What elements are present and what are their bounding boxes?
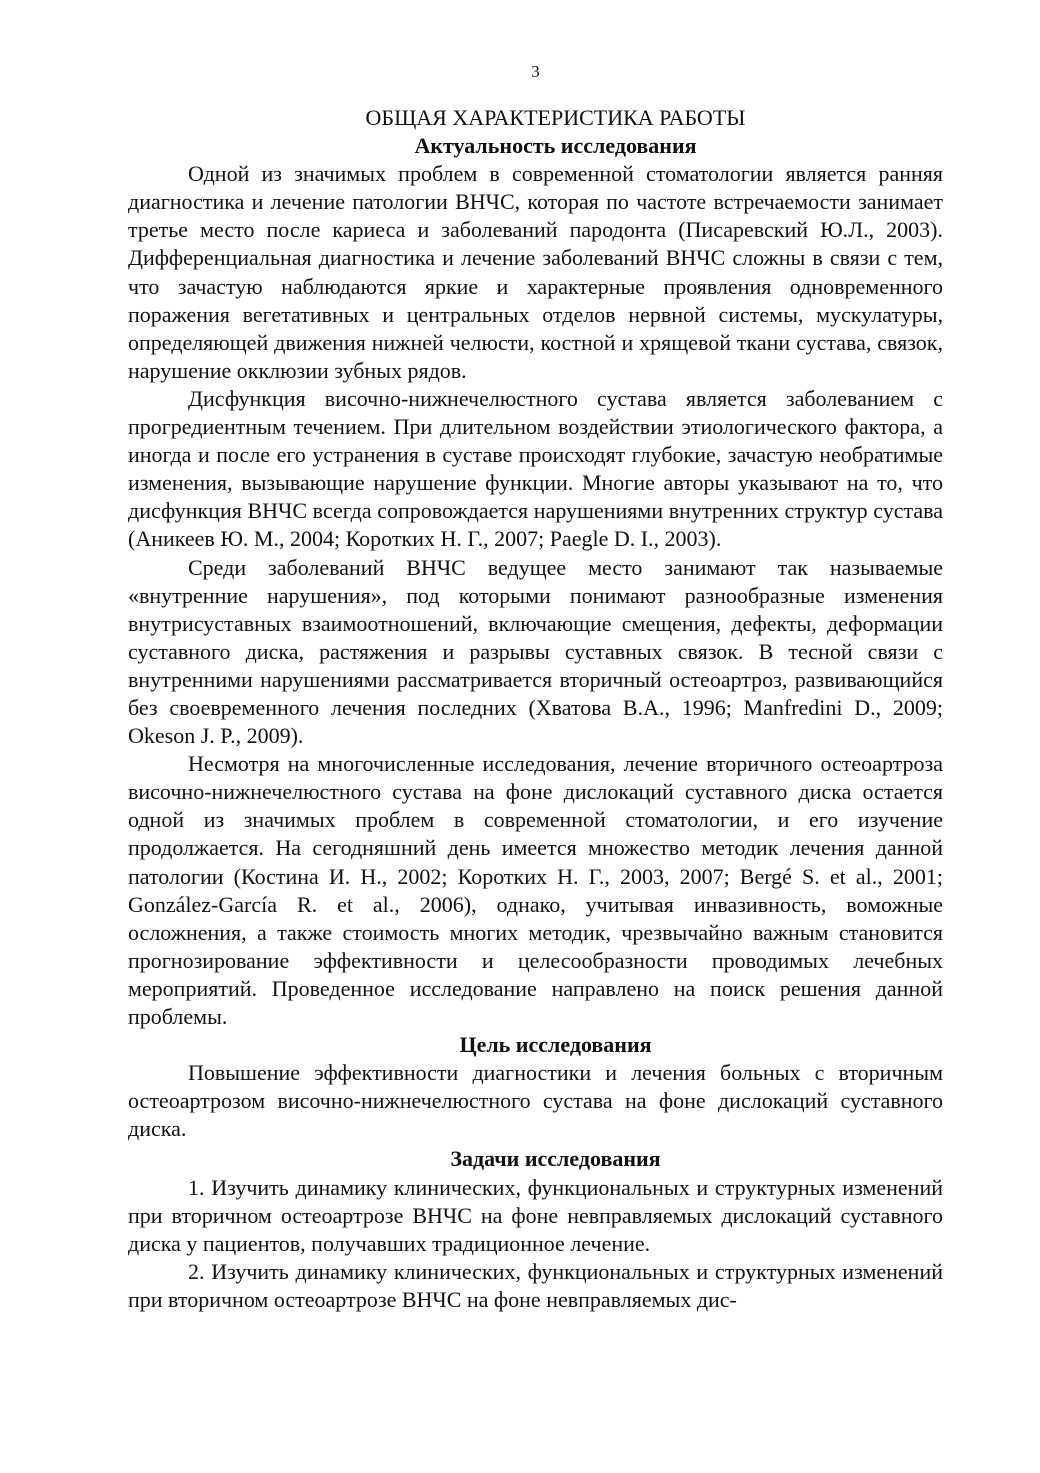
tasks-heading: Задачи исследования: [450, 1146, 661, 1172]
relevance-paragraph-2: Дисфункция височно-нижнечелюстного сустава является заболеванием с прогредиентным течением. При длительном воздействии этиологического фактора, а иногда и после его устранения в суставе происходят глубокие, зачастую необратимые изменения, вызывающие нарушение функции. Многие авторы указывают на то, что дисфункция ВНЧС всегда сопровождается нарушениями внутренних структур сустава (Аникеев Ю. М., 2004; Коротких Н. Г., 2007; Paegle D. I., 2003).: [128, 385, 943, 552]
relevance-paragraph-3: Среди заболеваний ВНЧС ведущее место занимают так называемые «внутренние нарушения», под которыми понимают разнообразные изменения внутрисуставных взаимоотношений, включающие смещения, дефекты, деформации суставного диска, растяжения и разрывы суставных связок. В тесной связи с внутренними нарушениями рассматривается вторичный остеоартроз, развивающийся без своевременного лечения последних (Хватова В.А., 1996; Manfredini D., 2009; Okeson J. P., 2009).: [128, 554, 943, 749]
document-title: ОБЩАЯ ХАРАКТЕРИСТИКА РАБОТЫ: [365, 105, 746, 130]
goal-heading: Цель исследования: [459, 1032, 652, 1058]
goal-paragraph: Повышение эффективности диагностики и лечения больных с вторичным остеоартрозом височно-нижнечелюстного сустава на фоне дислокаций суставного диска.: [128, 1060, 943, 1142]
page-number: 3: [531, 62, 540, 81]
relevance-paragraph-1: Одной из значимых проблем в современной стоматологии является ранняя диагностика и лечение патологии ВНЧС, которая по частоте встречаемости занимает третье место после кариеса и заболеваний пародонта (Писаревский Ю.Л., 2003). Дифференциальная диагностика и лечение заболеваний ВНЧС сложны в связи с тем, что зачастую наблюдаются яркие и характерные проявления одновременного поражения вегетативных и центральных отделов нервной системы, мускулатуры, определяющей движения нижней челюсти, костной и хрящевой ткани сустава, связок, нарушение окклюзии зубных рядов.: [128, 161, 943, 383]
task-item-2: 2. Изучить динамику клинических, функциональных и структурных изменений при вторичном остеоартрозе ВНЧС на фоне невправляемых дис-: [128, 1258, 943, 1312]
task-item-1: 1. Изучить динамику клинических, функциональных и структурных изменений при вторичном остеоартрозе ВНЧС на фоне невправляемых дислокаций суставного диска у пациентов, получавших традиционное лечение.: [128, 1174, 943, 1256]
page-content: [128, 104, 943, 1314]
relevance-heading: Актуальность исследования: [414, 133, 697, 159]
relevance-paragraph-4: Несмотря на многочисленные исследования, лечение вторичного остеоартроза височно-нижнечелюстного сустава на фоне дислокаций суставного диска остается одной из значимых проблем в современной стоматологии, и его изучение продолжается. На сегодняшний день имеется множество методик лечения данной патологии (Костина И. Н., 2002; Коротких Н. Г., 2003, 2007; Bergé S. et al., 2001; González-García R. et al., 2006), однако, учитывая инвазивность, воможные осложнения, а также стоимость многих методик, чрезвычайно важным становится прогнозирование эффективности и целесообразности проводимых лечебных мероприятий. Проведенное исследование направлено на поиск решения данной проблемы.: [128, 751, 943, 1029]
